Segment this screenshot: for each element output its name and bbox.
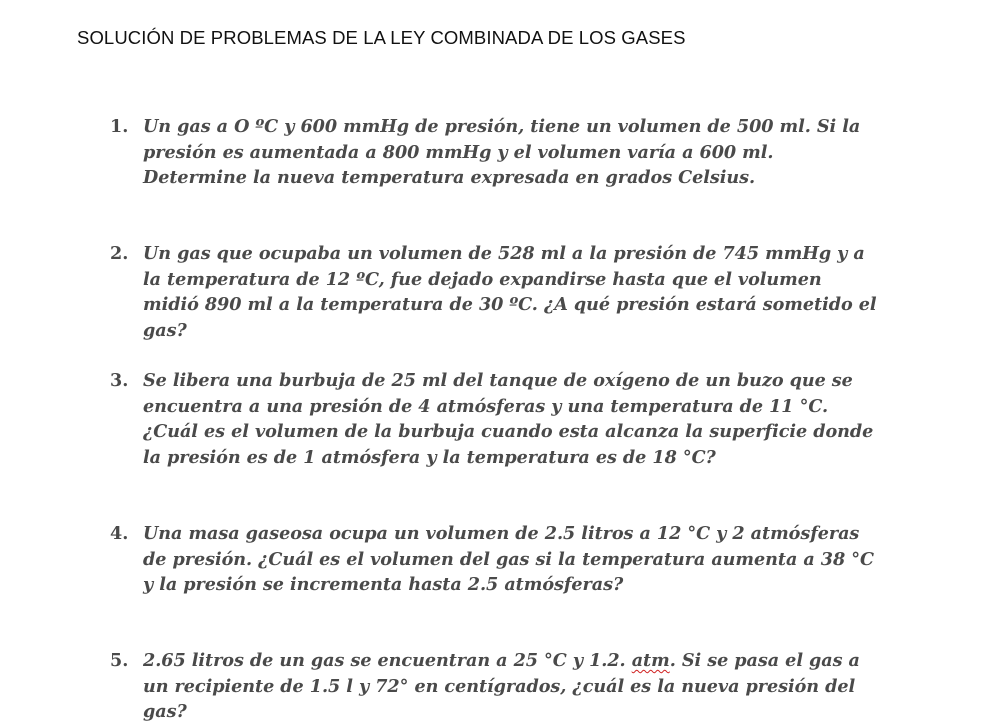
problem-item-5 [110,648,880,725]
problem-text: Se libera una burbuja de 25 ml del tanque de oxígeno de un buzo que se encuentra a una presión de 4 atmósferas y una temperatura de 11 °C. ¿Cuál es el volumen de la burbuja cuando esta alcanza la superficie donde la presión es de 1 atmósfera y la temperatura es de 18 °C? [143,370,874,468]
document-title: SOLUCIÓN DE PROBLEMAS DE LA LEY COMBINADA DE LOS GASES [77,27,686,48]
problem-text-end: . Si se pasa el gas a un recipiente de 1.5 l y 72° en centígrados, ¿cuál es la nueva presión del gas? [143,650,860,722]
spellcheck-flagged-word[interactable]: atm [631,650,670,671]
problem-item-2 [110,241,880,343]
problem-text: Una masa gaseosa ocupa un volumen de 2.5 litros a 12 °C y 2 atmósferas de presión. ¿Cuál es el volumen del gas si la temperatura aumenta a 38 °C y la presión se incrementa hasta 2.5 atmósferas? [143,523,874,595]
problem-text: Un gas que ocupaba un volumen de 528 ml a la presión de 745 mmHg y a la temperatura de 12 ºC, fue dejado expandirse hasta que el volumen midió 890 ml a la temperatura de 30 ºC. ¿A qué presión estará sometido el gas? [143,243,877,341]
problem-text [143,648,880,725]
problem-item-1 [110,114,880,191]
problem-number: 1. [110,116,129,137]
problem-item-4 [110,521,880,598]
problem-text-start: 2.65 litros de un gas se encuentran a 25 °C y 1.2. [143,650,632,671]
problem-text: Un gas a O ºC y 600 mmHg de presión, tiene un volumen de 500 ml. Si la presión es aumentada a 800 mmHg y el volumen varía a 600 ml. Determine la nueva temperatura expresada en grados Celsius. [143,116,861,188]
problem-item-3 [110,368,880,470]
problem-number: 4. [110,523,129,544]
problem-number: 2. [110,243,129,264]
problem-number: 3. [110,370,129,391]
problem-number: 5. [110,650,129,671]
